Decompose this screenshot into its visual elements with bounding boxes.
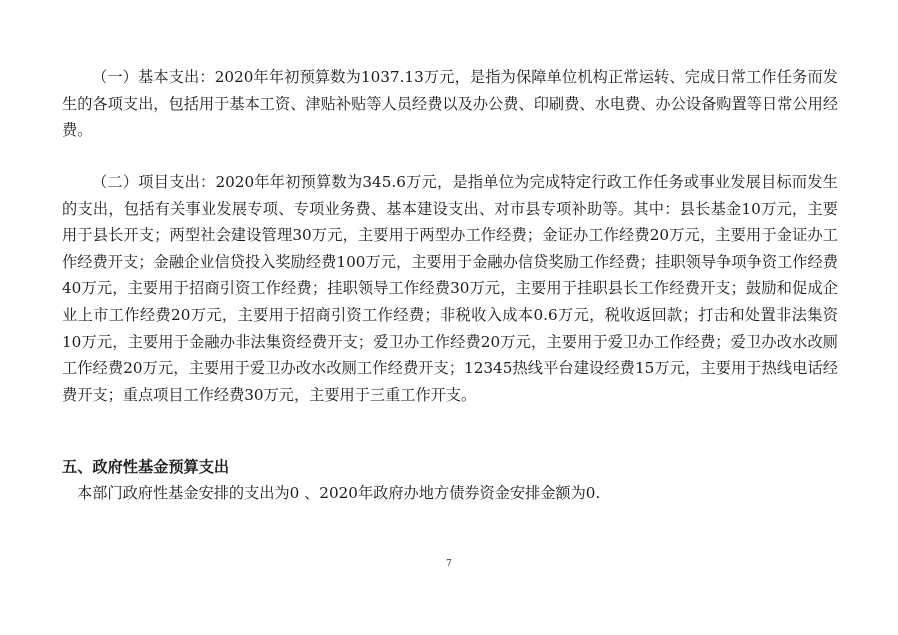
page-number: 7 (446, 559, 452, 569)
paragraph-project-expenditure: （二）项目支出：2020年年初预算数为345.6万元，是指单位为完成特定行政工作任务或事业发展目标而发生的支出，包括有关事业发展专项、专项业务费、基本建设支出、对市县专项补助等。其中：县长基金10万元，主要用于县长开支；两型社会建设管理30万元，主要用于两型办工作经费；金证办工作经费20万元，主要用于金证办工作经费开支；金融企业信贷投入奖励经费100万元，主要用于金融办信贷奖励工作经费；挂职领导争项争资工作经费40万元，主要用于招商引资工作经费；挂职领导工作经费30万元，主要用于挂职县长工作经费开支；鼓励和促成企业上市工作经费20万元，主要用于招商引资工作经费；非税收入成本0.6万元，税收返回款；打击和处置非法集资10万元，主要用于金融办非法集资经费开支；爱卫办工作经费20万元，主要用于爱卫办工作经费；爱卫办改水改厕工作经费20万元，主要用于爱卫办改水改厕工作经费开支；12345热线平台建设经费15万元，主要用于热线电话经费开支；重点项目工作经费30万元，主要用于三重工作开支。 (62, 173, 838, 404)
paragraph-government-fund: 本部门政府性基金安排的支出为0 、2020年政府办地方债券资金安排金额为0. (77, 484, 601, 502)
paragraph-basic-expenditure: （一）基本支出：2020年年初预算数为1037.13万元，是指为保障单位机构正常运转、完成日常工作任务而发生的各项支出，包括用于基本工资、津贴补贴等人员经费以及办公费、印刷费、水电费、办公设备购置等日常公用经费。 (62, 68, 838, 140)
section-heading: 五、政府性基金预算支出 (62, 458, 230, 476)
